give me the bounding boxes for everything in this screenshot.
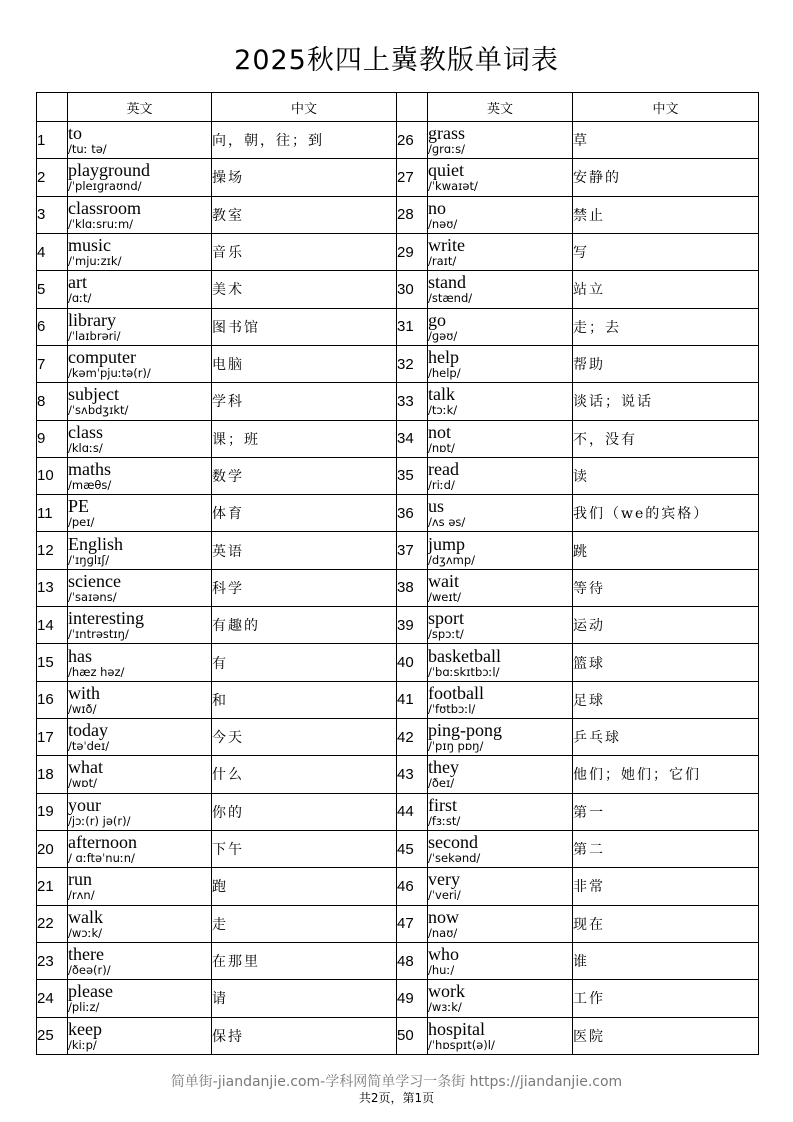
word-number-right: 30 <box>397 271 428 308</box>
table-row <box>37 980 759 1017</box>
chinese-meaning-right: 谈话；说话 <box>573 383 759 420</box>
english-word: talk <box>428 384 455 405</box>
word-number-right: 31 <box>397 308 428 345</box>
chinese-meaning-right: 站立 <box>573 271 759 308</box>
page-title: 2025秋四上冀教版单词表 <box>234 45 559 76</box>
english-word: basketball <box>428 645 501 666</box>
english-word: us <box>428 496 445 517</box>
phonetic-transcription: /ˈhɒspɪt(ə)l/ <box>428 1038 495 1052</box>
english-word: subject <box>68 384 119 405</box>
table-row <box>37 159 759 196</box>
chinese-meaning-right: 谁 <box>573 942 759 979</box>
table-row <box>37 569 759 606</box>
chinese-meaning-left: 和 <box>212 681 397 718</box>
english-cell-left <box>68 345 212 382</box>
phonetic-transcription: /təˈdeɪ/ <box>68 740 110 754</box>
phonetic-transcription: /ˈfʊtbɔːl/ <box>428 702 476 716</box>
english-cell-left <box>68 159 212 196</box>
chinese-meaning-right: 第二 <box>573 830 759 867</box>
phonetic-transcription: /ˈlaɪbrəri/ <box>68 329 121 343</box>
english-word: today <box>68 720 108 741</box>
word-number-left: 12 <box>37 532 68 569</box>
phonetic-transcription: /ˈbɑːskɪtbɔːl/ <box>428 665 500 679</box>
word-number-left: 19 <box>37 793 68 830</box>
chinese-meaning-right: 运动 <box>573 607 759 644</box>
header-english-left: 英文 <box>68 93 212 122</box>
chinese-meaning-left: 有 <box>212 644 397 681</box>
phonetic-transcription: /mæθs/ <box>68 478 112 492</box>
table-row <box>37 495 759 532</box>
chinese-meaning-right: 写 <box>573 233 759 270</box>
english-cell-left <box>68 830 212 867</box>
chinese-meaning-left: 保持 <box>212 1017 397 1055</box>
chinese-meaning-left: 下午 <box>212 830 397 867</box>
english-cell-left <box>68 793 212 830</box>
english-word: PE <box>68 496 90 517</box>
chinese-meaning-right: 草 <box>573 122 759 159</box>
english-cell-right <box>428 122 573 159</box>
english-word: keep <box>68 1018 102 1039</box>
header-chinese-right: 中文 <box>573 93 759 122</box>
english-cell-left <box>68 532 212 569</box>
english-cell-left <box>68 942 212 979</box>
chinese-meaning-left: 在那里 <box>212 942 397 979</box>
table-row <box>37 681 759 718</box>
word-number-left: 16 <box>37 681 68 718</box>
english-word: grass <box>428 123 465 144</box>
phonetic-transcription: /fɜːst/ <box>428 814 461 828</box>
english-cell-left <box>68 719 212 756</box>
word-number-right: 45 <box>397 830 428 867</box>
english-word: second <box>428 832 478 853</box>
chinese-meaning-left: 美术 <box>212 271 397 308</box>
word-number-left: 11 <box>37 495 68 532</box>
english-word: quiet <box>428 160 464 181</box>
word-number-left: 6 <box>37 308 68 345</box>
header-chinese-left: 中文 <box>212 93 397 122</box>
english-word: art <box>68 272 87 293</box>
english-word: no <box>428 197 446 218</box>
english-cell-left <box>68 756 212 793</box>
english-word: there <box>68 944 104 965</box>
phonetic-transcription: /ðeɪ/ <box>428 777 455 791</box>
english-word: help <box>428 347 459 368</box>
word-number-right: 49 <box>397 980 428 1017</box>
word-number-left: 10 <box>37 457 68 494</box>
word-number-left: 13 <box>37 569 68 606</box>
chinese-meaning-right: 禁止 <box>573 196 759 233</box>
word-number-left: 3 <box>37 196 68 233</box>
english-cell-left <box>68 1017 212 1055</box>
word-number-left: 23 <box>37 942 68 979</box>
english-cell-right <box>428 532 573 569</box>
english-word: jump <box>428 533 466 554</box>
phonetic-transcription: /ˈsʌbdʒɪkt/ <box>68 404 129 418</box>
english-word: afternoon <box>68 832 137 853</box>
english-word: interesting <box>68 608 144 629</box>
chinese-meaning-right: 非常 <box>573 868 759 905</box>
table-row <box>37 719 759 756</box>
english-word: football <box>428 682 484 703</box>
chinese-meaning-right: 篮球 <box>573 644 759 681</box>
table-row <box>37 756 759 793</box>
word-number-left: 24 <box>37 980 68 1017</box>
table-row <box>37 942 759 979</box>
word-number-right: 48 <box>397 942 428 979</box>
english-cell-left <box>68 569 212 606</box>
word-number-right: 50 <box>397 1017 428 1055</box>
chinese-meaning-right: 工作 <box>573 980 759 1017</box>
english-cell-right <box>428 681 573 718</box>
phonetic-transcription: /ˈsaɪəns/ <box>68 590 117 604</box>
english-word: English <box>68 533 124 554</box>
word-number-right: 27 <box>397 159 428 196</box>
word-number-right: 46 <box>397 868 428 905</box>
english-cell-left <box>68 644 212 681</box>
header-number-right <box>397 93 428 122</box>
chinese-meaning-right: 我们（we的宾格） <box>573 495 759 532</box>
english-word: work <box>428 981 465 1002</box>
phonetic-transcription: /wɒt/ <box>68 777 97 791</box>
english-cell-right <box>428 233 573 270</box>
english-cell-left <box>68 868 212 905</box>
english-word: go <box>428 309 446 330</box>
word-number-right: 36 <box>397 495 428 532</box>
english-cell-right <box>428 830 573 867</box>
word-number-right: 34 <box>397 420 428 457</box>
english-cell-right <box>428 308 573 345</box>
phonetic-transcription: /wɪð/ <box>68 702 97 716</box>
english-word: class <box>68 421 103 442</box>
table-row <box>37 793 759 830</box>
english-cell-left <box>68 495 212 532</box>
phonetic-transcription: /wɔːk/ <box>68 926 103 940</box>
english-word: music <box>68 235 111 256</box>
chinese-meaning-right: 跳 <box>573 532 759 569</box>
word-number-right: 26 <box>397 122 428 159</box>
english-cell-right <box>428 159 573 196</box>
chinese-meaning-right: 他们；她们；它们 <box>573 756 759 793</box>
phonetic-transcription: /huː/ <box>428 964 455 978</box>
phonetic-transcription: /ˈɪŋɡlɪʃ/ <box>68 553 110 567</box>
word-number-left: 2 <box>37 159 68 196</box>
phonetic-transcription: /klɑːs/ <box>68 441 103 455</box>
chinese-meaning-right: 安静的 <box>573 159 759 196</box>
word-number-right: 47 <box>397 905 428 942</box>
word-number-right: 29 <box>397 233 428 270</box>
english-word: wait <box>428 570 459 591</box>
chinese-meaning-left: 体育 <box>212 495 397 532</box>
table-row <box>37 830 759 867</box>
word-number-left: 1 <box>37 122 68 159</box>
word-number-right: 41 <box>397 681 428 718</box>
phonetic-transcription: /help/ <box>428 367 461 381</box>
english-cell-left <box>68 420 212 457</box>
phonetic-transcription: /wɜːk/ <box>428 1001 462 1015</box>
phonetic-transcription: /kiːp/ <box>68 1038 97 1052</box>
word-number-right: 35 <box>397 457 428 494</box>
word-number-right: 28 <box>397 196 428 233</box>
phonetic-transcription: /raɪt/ <box>428 255 457 269</box>
phonetic-transcription: /stænd/ <box>428 292 473 306</box>
phonetic-transcription: /dʒʌmp/ <box>428 553 475 567</box>
table-row <box>37 457 759 494</box>
chinese-meaning-left: 科学 <box>212 569 397 606</box>
word-number-left: 14 <box>37 607 68 644</box>
english-cell-left <box>68 233 212 270</box>
chinese-meaning-left: 英语 <box>212 532 397 569</box>
table-row <box>37 122 759 159</box>
phonetic-transcription: /tɔːk/ <box>428 404 458 418</box>
chinese-meaning-left: 跑 <box>212 868 397 905</box>
phonetic-transcription: /rʌn/ <box>68 889 95 903</box>
word-number-left: 22 <box>37 905 68 942</box>
english-word: who <box>428 944 459 965</box>
vocabulary-table <box>36 92 759 1055</box>
word-number-left: 18 <box>37 756 68 793</box>
english-cell-right <box>428 942 573 979</box>
phonetic-transcription: /nɒt/ <box>428 441 455 455</box>
phonetic-transcription: /ˈɪntrəstɪŋ/ <box>68 628 129 642</box>
english-word: very <box>428 869 460 890</box>
chinese-meaning-left: 今天 <box>212 719 397 756</box>
english-cell-right <box>428 495 573 532</box>
phonetic-transcription: /jɔː(r) jə(r)/ <box>68 814 131 828</box>
english-cell-right <box>428 756 573 793</box>
phonetic-transcription: /naʊ/ <box>428 926 458 940</box>
chinese-meaning-right: 读 <box>573 457 759 494</box>
phonetic-transcription: /ˈkwaɪət/ <box>428 180 478 194</box>
word-number-right: 42 <box>397 719 428 756</box>
english-word: they <box>428 757 459 778</box>
english-word: now <box>428 906 459 927</box>
english-cell-right <box>428 196 573 233</box>
chinese-meaning-right: 等待 <box>573 569 759 606</box>
english-word: science <box>68 570 121 591</box>
english-cell-right <box>428 345 573 382</box>
vocabulary-rows <box>37 122 759 1055</box>
phonetic-transcription: /ˈpɪŋ pɒŋ/ <box>428 740 484 754</box>
english-word: write <box>428 235 465 256</box>
chinese-meaning-left: 请 <box>212 980 397 1017</box>
chinese-meaning-right: 乒乓球 <box>573 719 759 756</box>
header-english-right: 英文 <box>428 93 573 122</box>
table-row <box>37 868 759 905</box>
chinese-meaning-right: 第一 <box>573 793 759 830</box>
english-cell-left <box>68 308 212 345</box>
table-row <box>37 1017 759 1055</box>
word-number-left: 21 <box>37 868 68 905</box>
english-cell-right <box>428 420 573 457</box>
table-header-row <box>37 93 759 122</box>
english-cell-left <box>68 980 212 1017</box>
english-word: computer <box>68 347 136 368</box>
word-number-left: 9 <box>37 420 68 457</box>
chinese-meaning-left: 你的 <box>212 793 397 830</box>
word-number-right: 39 <box>397 607 428 644</box>
chinese-meaning-left: 课；班 <box>212 420 397 457</box>
table-row <box>37 308 759 345</box>
word-number-left: 20 <box>37 830 68 867</box>
word-number-left: 4 <box>37 233 68 270</box>
english-word: what <box>68 757 103 778</box>
english-cell-left <box>68 122 212 159</box>
word-number-right: 32 <box>397 345 428 382</box>
word-number-left: 7 <box>37 345 68 382</box>
phonetic-transcription: /ɑːt/ <box>68 292 92 306</box>
word-number-right: 40 <box>397 644 428 681</box>
english-word: your <box>68 794 101 815</box>
word-number-left: 5 <box>37 271 68 308</box>
english-cell-right <box>428 644 573 681</box>
phonetic-transcription: /ˈsekənd/ <box>428 852 481 866</box>
english-cell-right <box>428 980 573 1017</box>
phonetic-transcription: /peɪ/ <box>68 516 95 530</box>
english-word: first <box>428 794 457 815</box>
english-cell-right <box>428 719 573 756</box>
english-word: read <box>428 458 459 479</box>
english-cell-left <box>68 681 212 718</box>
chinese-meaning-left: 有趣的 <box>212 607 397 644</box>
table-row <box>37 420 759 457</box>
english-cell-right <box>428 271 573 308</box>
english-cell-right <box>428 905 573 942</box>
english-cell-right <box>428 868 573 905</box>
english-word: ping-pong <box>428 720 502 741</box>
phonetic-transcription: /pliːz/ <box>68 1001 100 1015</box>
chinese-meaning-left: 电脑 <box>212 345 397 382</box>
chinese-meaning-left: 学科 <box>212 383 397 420</box>
word-number-right: 37 <box>397 532 428 569</box>
table-row <box>37 532 759 569</box>
chinese-meaning-right: 不，没有 <box>573 420 759 457</box>
chinese-meaning-left: 图书馆 <box>212 308 397 345</box>
chinese-meaning-left: 教室 <box>212 196 397 233</box>
english-word: maths <box>68 458 111 479</box>
word-number-right: 38 <box>397 569 428 606</box>
table-row <box>37 905 759 942</box>
english-word: has <box>68 645 92 666</box>
chinese-meaning-right: 足球 <box>573 681 759 718</box>
footer-site-text: 简单街-jiandanjie.com-学科网简单学习一条街 https://jiandanjie.com <box>170 1074 623 1090</box>
english-cell-left <box>68 457 212 494</box>
phonetic-transcription: /ˈmjuːzɪk/ <box>68 255 122 269</box>
chinese-meaning-right: 帮助 <box>573 345 759 382</box>
word-number-right: 44 <box>397 793 428 830</box>
phonetic-transcription: /tuː tə/ <box>68 143 107 157</box>
english-word: to <box>68 123 83 144</box>
phonetic-transcription: /ɡəʊ/ <box>428 329 458 343</box>
page-number: 共2页，第1页 <box>358 1091 435 1105</box>
header-number-left <box>37 93 68 122</box>
english-word: stand <box>428 272 466 293</box>
english-cell-left <box>68 905 212 942</box>
chinese-meaning-left: 音乐 <box>212 233 397 270</box>
word-number-left: 25 <box>37 1017 68 1055</box>
table-row <box>37 345 759 382</box>
chinese-meaning-right: 现在 <box>573 905 759 942</box>
table-row <box>37 196 759 233</box>
phonetic-transcription: /hæz həz/ <box>68 665 125 679</box>
table-row <box>37 644 759 681</box>
english-cell-left <box>68 607 212 644</box>
english-word: not <box>428 421 452 442</box>
english-cell-right <box>428 793 573 830</box>
phonetic-transcription: /riːd/ <box>428 478 455 492</box>
english-word: hospital <box>428 1018 485 1039</box>
word-number-right: 33 <box>397 383 428 420</box>
phonetic-transcription: /ʌs əs/ <box>428 516 466 530</box>
english-cell-right <box>428 569 573 606</box>
phonetic-transcription: /spɔːt/ <box>428 628 464 642</box>
phonetic-transcription: / ɑːftəˈnuːn/ <box>68 852 135 866</box>
phonetic-transcription: /nəʊ/ <box>428 217 458 231</box>
english-word: sport <box>428 608 464 629</box>
english-word: library <box>68 309 116 330</box>
phonetic-transcription: /ˈpleɪɡraʊnd/ <box>68 180 142 194</box>
word-number-left: 15 <box>37 644 68 681</box>
english-word: run <box>68 869 92 890</box>
word-number-right: 43 <box>397 756 428 793</box>
chinese-meaning-left: 数学 <box>212 457 397 494</box>
table-row <box>37 271 759 308</box>
phonetic-transcription: /kəmˈpjuːtə(r)/ <box>68 367 151 381</box>
table-row <box>37 607 759 644</box>
english-word: classroom <box>68 197 141 218</box>
chinese-meaning-left: 操场 <box>212 159 397 196</box>
table-row <box>37 233 759 270</box>
english-cell-left <box>68 383 212 420</box>
chinese-meaning-right: 走；去 <box>573 308 759 345</box>
english-word: walk <box>68 906 103 927</box>
english-word: with <box>68 682 101 703</box>
phonetic-transcription: /ˈveri/ <box>428 889 461 903</box>
english-cell-right <box>428 383 573 420</box>
chinese-meaning-right: 医院 <box>573 1017 759 1055</box>
chinese-meaning-left: 什么 <box>212 756 397 793</box>
phonetic-transcription: /ˈklɑːsruːm/ <box>68 217 134 231</box>
english-cell-left <box>68 196 212 233</box>
phonetic-transcription: /ðeə(r)/ <box>68 964 111 978</box>
chinese-meaning-left: 向，朝，往；到 <box>212 122 397 159</box>
phonetic-transcription: /ɡrɑːs/ <box>428 143 465 157</box>
english-word: please <box>68 981 113 1002</box>
english-cell-right <box>428 607 573 644</box>
english-cell-right <box>428 457 573 494</box>
english-word: playground <box>68 160 150 181</box>
english-cell-right <box>428 1017 573 1055</box>
table-row <box>37 383 759 420</box>
chinese-meaning-left: 走 <box>212 905 397 942</box>
word-number-left: 17 <box>37 719 68 756</box>
phonetic-transcription: /weɪt/ <box>428 590 462 604</box>
english-cell-left <box>68 271 212 308</box>
word-number-left: 8 <box>37 383 68 420</box>
